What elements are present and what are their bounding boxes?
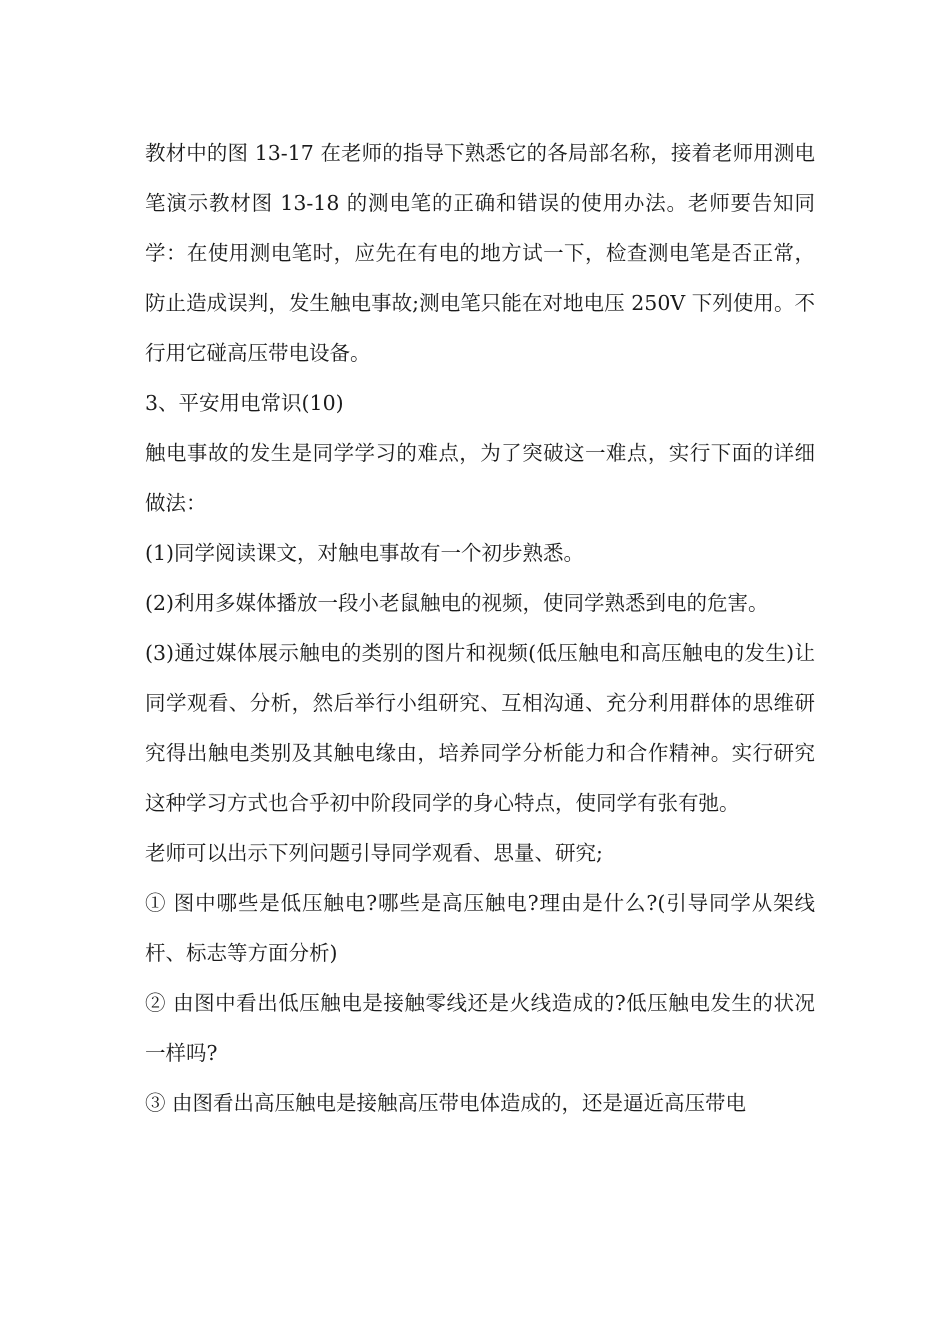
question-3: ③ 由图看出高压触电是接触高压带电体造成的，还是逼近高压带电 — [145, 1091, 747, 1115]
paragraph-questions-intro: 老师可以出示下列问题引导同学观看、思量、研究; — [145, 841, 603, 865]
list-item-3: (3)通过媒体展示触电的类别的图片和视频(低压触电和高压触电的发生)让同学观看、分析，然后举行小组研究、互相沟通、充分利用群体的思维研究得出触电类别及其触电缘由，培养同学分析能力和合作精神。实行研究这种学习方式也合乎初中阶段同学的身心特点，使同学有张有弛。 — [145, 641, 815, 815]
list-item-1: (1)同学阅读课文，对触电事故有一个初步熟悉。 — [145, 541, 585, 565]
paragraph-difficulty: 触电事故的发生是同学学习的难点，为了突破这一难点，实行下面的详细做法： — [145, 441, 815, 515]
list-item-2: (2)利用多媒体播放一段小老鼠触电的视频，使同学熟悉到电的危害。 — [145, 591, 769, 615]
question-1: ① 图中哪些是低压触电?哪些是高压触电?理由是什么?(引导同学从架线杆、标志等方面分析) — [145, 891, 815, 965]
section-heading-safety: 3、平安用电常识(10) — [145, 391, 344, 415]
paragraph-tester-usage: 教材中的图 13-17 在老师的指导下熟悉它的各局部名称，接着老师用测电笔演示教材图 13-18 的测电笔的正确和错误的使用办法。老师要告知同学：在使用测电笔时，应先在有电的地方试一下，检查测电笔是否正常，防止造成误判，发生触电事故;测电笔只能在对地电压 250V 下列使用。不行用它碰高压带电设备。 — [145, 141, 815, 365]
document-body — [145, 128, 815, 1128]
question-2: ② 由图中看出低压触电是接触零线还是火线造成的?低压触电发生的状况一样吗? — [145, 991, 815, 1065]
